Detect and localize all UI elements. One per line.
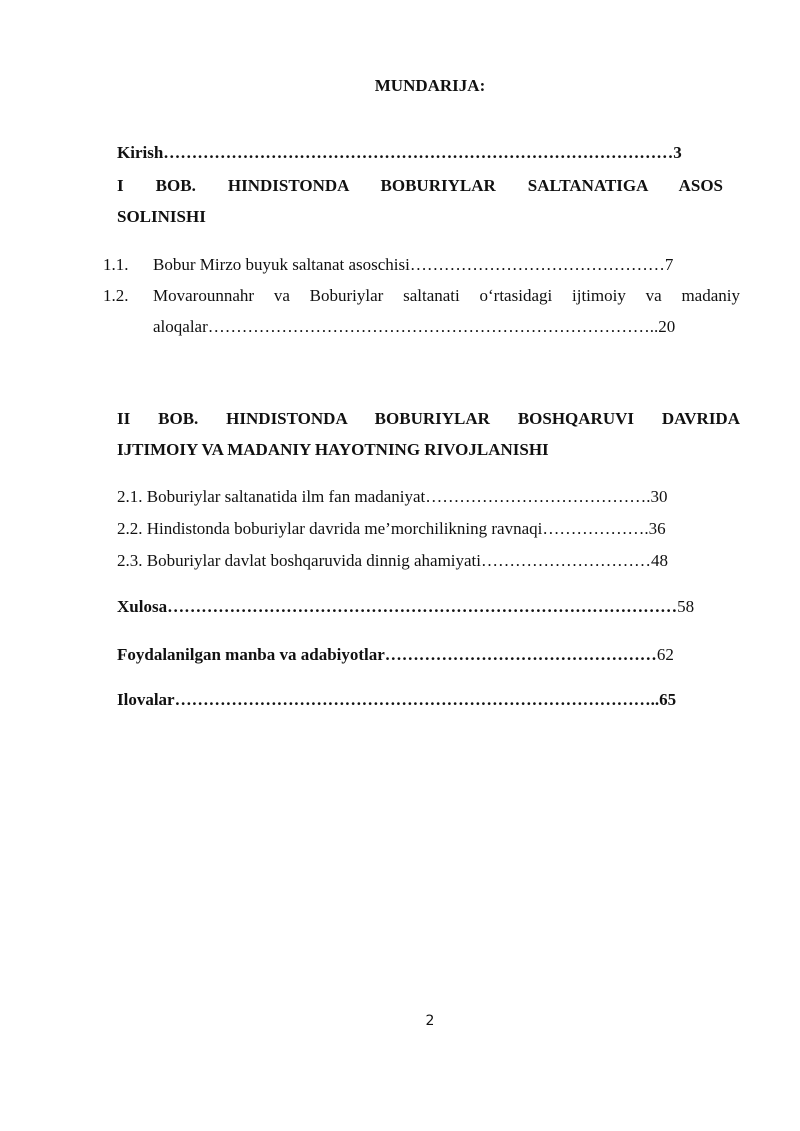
chapter2-heading-line2: IJTIMOIY VA MADANIY HAYOTNING RIVOJLANISHI <box>117 440 549 459</box>
toc-entry-number: 1.2. <box>103 286 129 305</box>
toc-entry-ilovalar: Ilovalar…………………………………………………………………………..65 <box>117 690 677 709</box>
toc-entry-foydalanilgan <box>117 645 674 665</box>
foydalanilgan-page: 62 <box>656 645 674 664</box>
chapter1-heading-line1: I BOB. HINDISTONDA BOBURIYLAR SALTANATIGA ASOS <box>117 176 723 195</box>
foydalanilgan-label: Foydalanilgan manba va adabiyotlar………………………………………… <box>117 645 657 664</box>
xulosa-page: 58 <box>677 597 695 616</box>
page-number: 2 <box>425 1013 435 1029</box>
xulosa-label: Xulosa……………………………………………………………………………… <box>117 597 678 616</box>
chapter1-heading-line2: SOLINISHI <box>117 207 206 226</box>
toc-entry-1-2-line1: Movarounnahr va Boburiylar saltanati o‘rtasidagi ijtimoiy va madaniy <box>153 286 740 305</box>
chapter2-heading-line1: II BOB. HINDISTONDA BOBURIYLAR BOSHQARUVI DAVRIDA <box>117 409 740 428</box>
toc-entry-xulosa <box>117 597 694 617</box>
toc-entry-2-3: 2.3. Boburiylar davlat boshqaruvida dinnig ahamiyati…………………………48 <box>117 551 669 570</box>
toc-entry-1-1: Bobur Mirzo buyuk saltanat asoschisi………………………………………7 <box>153 255 674 274</box>
page-title: MUNDARIJA: <box>374 76 486 95</box>
toc-entry-2-2: 2.2. Hindistonda boburiylar davrida me’morchilikning ravnaqi……………….36 <box>117 519 666 538</box>
toc-entry-number: 1.1. <box>103 255 129 274</box>
toc-entry-2-1: 2.1. Boburiylar saltanatida ilm fan madaniyat………………………………….30 <box>117 487 668 506</box>
toc-entry-1-2-line2: aloqalar……………………………………………………………………..20 <box>153 317 676 336</box>
toc-entry-kirish: Kirish………………………………………………………………………………3 <box>117 143 682 162</box>
